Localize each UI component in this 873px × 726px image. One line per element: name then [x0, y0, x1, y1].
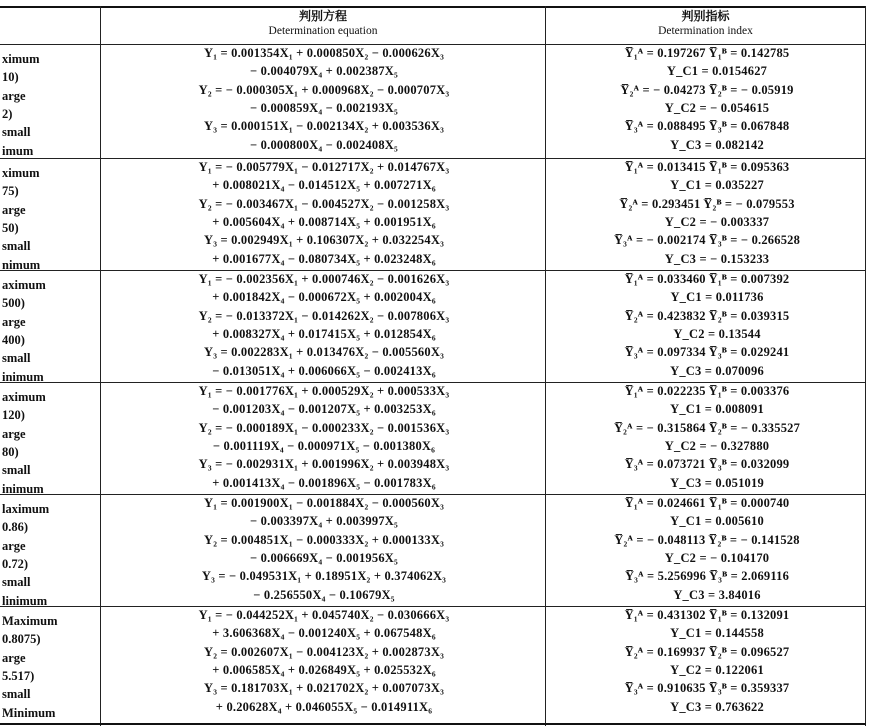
- index-line: Y̅₁ᴬ = 0.022235 Y̅₁ᴮ = 0.003376: [624, 384, 790, 398]
- equation-line: Y₂ = − 0.000305X₁ + 0.000968X₂ − 0.000707X₃: [198, 83, 450, 97]
- equation-line: + 0.006585X₄ + 0.026849X₅ + 0.025532X₆: [212, 663, 436, 677]
- index-header-cn: 判别指标: [681, 9, 730, 23]
- index-line: Y̅₂ᴬ = − 0.04273 Y̅₂ᴮ = − 0.05919: [620, 83, 794, 97]
- equation-line: + 3.606368X₄ − 0.001240X₅ + 0.067548X₆: [212, 626, 436, 640]
- equation-line: − 0.001203X₄ − 0.001207X₅ + 0.003253X₆: [212, 402, 436, 416]
- index-line: Y̅₁ᴬ = 0.013415 Y̅₁ᴮ = 0.095363: [624, 160, 790, 174]
- group-divider: [0, 606, 866, 607]
- equation-line: Y₁ = − 0.001776X₁ + 0.000529X₂ + 0.000533X₃: [198, 384, 450, 398]
- group-label: small: [2, 239, 31, 253]
- equation-line: Y₃ = − 0.049531X₁ + 0.18951X₂ + 0.374062X₃: [201, 569, 447, 583]
- group-label: 10): [2, 70, 19, 84]
- equation-line: + 0.005604X₄ + 0.008714X₅ + 0.001951X₆: [212, 215, 436, 229]
- index-line: Y̅₁ᴬ = 0.431302 Y̅₁ᴮ = 0.132091: [624, 608, 790, 622]
- group-label: 500): [2, 296, 25, 310]
- group-label: 75): [2, 184, 19, 198]
- table-bottom-rule: [0, 723, 866, 725]
- index-line: Y_C1 = 0.011736: [670, 290, 764, 304]
- equation-line: Y₃ = 0.000151X₁ − 0.002134X₂ + 0.003536X₃: [203, 119, 445, 133]
- equation-line: Y₃ = 0.002283X₁ + 0.013476X₂ − 0.005560X₃: [203, 345, 445, 359]
- equation-line: + 0.001677X₄ − 0.080734X₅ + 0.023248X₆: [212, 252, 436, 266]
- group-divider: [0, 270, 866, 271]
- equation-line: Y₁ = − 0.002356X₁ + 0.000746X₂ − 0.001626X₃: [198, 272, 450, 286]
- group-label: 120): [2, 408, 25, 422]
- index-line: Y̅₂ᴬ = 0.293451 Y̅₂ᴮ = − 0.079553: [619, 197, 795, 211]
- equation-line: + 0.008327X₄ + 0.017415X₅ + 0.012854X₆: [212, 327, 436, 341]
- equation-line: − 0.000859X₄ − 0.002193X₅: [250, 101, 398, 115]
- index-line: Y_C2 = 0.122061: [670, 663, 764, 677]
- index-line: Y̅₂ᴬ = − 0.048113 Y̅₂ᴮ = − 0.141528: [614, 533, 800, 547]
- group-label: 0.86): [2, 520, 29, 534]
- index-header-en: Determination index: [658, 25, 753, 37]
- index-line: Y̅₃ᴬ = 0.088495 Y̅₃ᴮ = 0.067848: [624, 119, 790, 133]
- header-rule: [0, 44, 866, 45]
- index-line: Y_C2 = 0.13544: [673, 327, 761, 341]
- index-line: Y̅₁ᴬ = 0.197267 Y̅₁ᴮ = 0.142785: [624, 46, 790, 60]
- group-label: small: [2, 463, 31, 477]
- equation-line: Y₂ = 0.002607X₁ − 0.004123X₂ + 0.002873X₃: [203, 645, 445, 659]
- index-line: Y_C2 = − 0.054615: [664, 101, 770, 115]
- index-line: Y̅₃ᴬ = − 0.002174 Y̅₃ᴮ = − 0.266528: [613, 233, 801, 247]
- group-label: small: [2, 125, 31, 139]
- equation-line: − 0.001119X₄ − 0.000971X₅ − 0.001380X₆: [212, 439, 436, 453]
- group-label: 0.8075): [2, 632, 41, 646]
- group-label: small: [2, 687, 31, 701]
- index-line: Y̅₂ᴬ = − 0.315864 Y̅₂ᴮ = − 0.335527: [613, 421, 801, 435]
- equation-line: Y₂ = − 0.013372X₁ − 0.014262X₂ − 0.007806X₃: [198, 309, 450, 323]
- equation-line: Y₁ = 0.001900X₁ − 0.001884X₂ − 0.000560X₃: [203, 496, 445, 510]
- group-label: nimum: [2, 258, 41, 272]
- index-line: Y̅₃ᴬ = 0.097334 Y̅₃ᴮ = 0.029241: [624, 345, 790, 359]
- equation-line: + 0.001413X₄ − 0.001896X₅ − 0.001783X₆: [212, 476, 436, 490]
- group-label: arge: [2, 539, 26, 553]
- index-line: Y̅₂ᴬ = 0.169937 Y̅₂ᴮ = 0.096527: [624, 645, 790, 659]
- equation-line: Y₃ = 0.002949X₁ + 0.106307X₂ + 0.032254X₃: [203, 233, 445, 247]
- equation-header-cn: 判别方程: [298, 9, 347, 23]
- group-label: Maximum: [2, 614, 58, 628]
- group-label: imum: [2, 144, 34, 158]
- group-divider: [0, 382, 866, 383]
- group-label: Minimum: [2, 706, 56, 720]
- table-top-rule: [0, 6, 866, 8]
- equation-line: Y₃ = 0.181703X₁ + 0.021702X₂ + 0.007073X₃: [203, 681, 445, 695]
- equation-line: Y₁ = − 0.044252X₁ + 0.045740X₂ − 0.030666X₃: [198, 608, 450, 622]
- index-line: Y̅₃ᴬ = 0.910635 Y̅₃ᴮ = 0.359337: [624, 681, 790, 695]
- index-line: Y_C3 = 3.84016: [673, 588, 761, 602]
- index-line: Y_C3 = 0.051019: [670, 476, 764, 490]
- group-label: aximum: [2, 278, 46, 292]
- equation-line: Y₂ = 0.004851X₁ − 0.000333X₂ + 0.000133X₃: [203, 533, 445, 547]
- equation-line: Y₁ = 0.001354X₁ + 0.000850X₂ − 0.000626X₃: [203, 46, 445, 60]
- group-label: inimum: [2, 482, 44, 496]
- equation-line: Y₂ = − 0.000189X₁ − 0.000233X₂ − 0.001536X₃: [198, 421, 450, 435]
- equation-line: − 0.004079X₄ + 0.002387X₅: [250, 64, 398, 78]
- equation-column-header: [101, 9, 545, 39]
- column-divider-label: [100, 6, 101, 726]
- equation-line: + 0.20628X₄ + 0.046055X₅ − 0.014911X₆: [215, 700, 433, 714]
- index-line: Y_C2 = − 0.003337: [664, 215, 770, 229]
- group-divider: [0, 158, 866, 159]
- group-label: 2): [2, 107, 13, 121]
- equation-line: − 0.006669X₄ − 0.001956X₅: [250, 551, 398, 565]
- equation-line: + 0.008021X₄ − 0.014512X₅ + 0.007271X₆: [212, 178, 436, 192]
- equation-line: Y₃ = − 0.002931X₁ + 0.001996X₂ + 0.003948X₃: [198, 457, 450, 471]
- index-line: Y_C2 = − 0.327880: [664, 439, 770, 453]
- group-label: arge: [2, 203, 26, 217]
- group-label: laximum: [2, 502, 50, 516]
- index-line: Y_C1 = 0.0154627: [666, 64, 768, 78]
- group-label: 50): [2, 221, 19, 235]
- group-label: 400): [2, 333, 25, 347]
- index-line: Y_C1 = 0.144558: [670, 626, 764, 640]
- group-label: inimum: [2, 370, 44, 384]
- equation-line: − 0.013051X₄ + 0.006066X₅ − 0.002413X₆: [212, 364, 436, 378]
- group-label: small: [2, 575, 31, 589]
- group-label: arge: [2, 89, 26, 103]
- group-label: 0.72): [2, 557, 29, 571]
- group-divider: [0, 494, 866, 495]
- index-line: Y̅₂ᴬ = 0.423832 Y̅₂ᴮ = 0.039315: [624, 309, 790, 323]
- index-line: Y_C3 = 0.070096: [670, 364, 764, 378]
- index-line: Y_C1 = 0.035227: [670, 178, 764, 192]
- index-line: Y̅₁ᴬ = 0.033460 Y̅₁ᴮ = 0.007392: [624, 272, 790, 286]
- group-label: aximum: [2, 390, 46, 404]
- group-label: small: [2, 351, 31, 365]
- group-label: 5.517): [2, 669, 35, 683]
- equation-line: − 0.256550X₄ − 0.10679X₅: [253, 588, 395, 602]
- group-label: arge: [2, 427, 26, 441]
- index-line: Y̅₃ᴬ = 5.256996 Y̅₃ᴮ = 2.069116: [624, 569, 790, 583]
- group-label: linimum: [2, 594, 48, 608]
- equation-header-en: Determination equation: [268, 25, 378, 37]
- equation-line: − 0.003397X₄ + 0.003997X₅: [250, 514, 398, 528]
- index-line: Y̅₃ᴬ = 0.073721 Y̅₃ᴮ = 0.032099: [624, 457, 790, 471]
- index-line: Y̅₁ᴬ = 0.024661 Y̅₁ᴮ = 0.000740: [624, 496, 790, 510]
- index-line: Y_C3 = 0.082142: [670, 138, 764, 152]
- group-label: 80): [2, 445, 19, 459]
- index-line: Y_C1 = 0.005610: [670, 514, 764, 528]
- equation-line: Y₂ = − 0.003467X₁ − 0.004527X₂ − 0.001258X₃: [198, 197, 450, 211]
- index-column-header: [546, 9, 865, 39]
- index-line: Y_C3 = − 0.153233: [664, 252, 770, 266]
- equation-line: − 0.000800X₄ − 0.002408X₅: [250, 138, 398, 152]
- group-label: ximum: [2, 166, 40, 180]
- equation-line: + 0.001842X₄ − 0.000672X₅ + 0.002004X₆: [212, 290, 436, 304]
- group-label: arge: [2, 315, 26, 329]
- index-line: Y_C2 = − 0.104170: [664, 551, 770, 565]
- group-label: ximum: [2, 52, 40, 66]
- index-line: Y_C3 = 0.763622: [670, 700, 764, 714]
- index-line: Y_C1 = 0.008091: [670, 402, 764, 416]
- equation-line: Y₁ = − 0.005779X₁ − 0.012717X₂ + 0.014767X₃: [198, 160, 450, 174]
- group-label: arge: [2, 651, 26, 665]
